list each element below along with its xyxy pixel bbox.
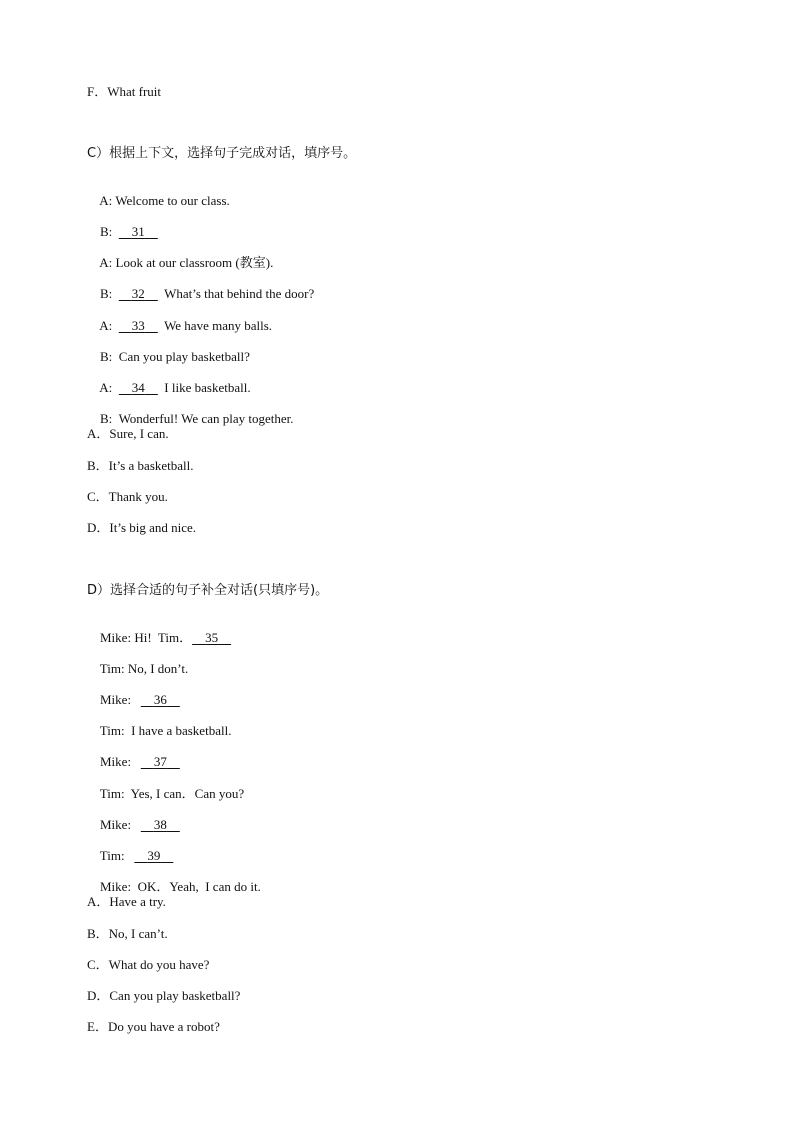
dialogue-text: Yes, I can．Can you? — [130, 786, 245, 801]
speaker-label: B: — [100, 286, 113, 301]
option-e: E．Do you have a robot? — [87, 1019, 220, 1034]
speaker-label: A: — [99, 380, 113, 395]
speaker-label: Mike: — [100, 754, 132, 769]
answer-blank[interactable] — [141, 692, 180, 708]
speaker-label: Mike: — [100, 692, 132, 707]
dialogue-text: I like basketball. — [164, 380, 251, 395]
speaker-label: B: — [100, 411, 113, 426]
blank-number: 38 — [153, 817, 167, 832]
speaker-label: Tim: — [99, 723, 125, 738]
answer-blank[interactable] — [141, 754, 180, 770]
option-f-what-fruit: F．What fruit — [87, 84, 162, 99]
answer-blank[interactable] — [119, 224, 158, 240]
dialogue-text: What’s that behind the door? — [164, 286, 315, 301]
dialogue-text: Can you play basketball? — [118, 349, 250, 364]
speaker-label: A: — [99, 193, 113, 208]
option-a: A．Have a try. — [87, 894, 166, 909]
blank-number: 33 — [131, 318, 145, 333]
option-c: C．Thank you. — [87, 489, 168, 504]
section-d-title: D）选择合适的句子补全对话(只填序号)。 — [87, 583, 329, 598]
option-b: B．It’s a basketball. — [87, 458, 194, 473]
section-c-title: C）根据上下文，选择句子完成对话，填序号。 — [87, 146, 357, 161]
speaker-label: Tim: — [99, 661, 125, 676]
dialogue-text: No, I don’t. — [127, 661, 189, 676]
speaker-label: Mike: — [100, 630, 132, 645]
blank-number: 37 — [153, 754, 167, 769]
answer-blank[interactable] — [141, 817, 180, 833]
option-a: A．Sure, I can. — [87, 426, 169, 441]
option-d: D．It’s big and nice. — [87, 520, 197, 535]
blank-number: 35 — [205, 630, 219, 645]
option-c: C．What do you have? — [87, 957, 210, 972]
speaker-label: B: — [100, 224, 113, 239]
blank-number: 36 — [153, 692, 167, 707]
dialogue-text: Wonderful! We can play together. — [118, 411, 294, 426]
blank-number: 32 — [131, 286, 145, 301]
speaker-label: B: — [100, 349, 113, 364]
speaker-label: Tim: — [99, 786, 125, 801]
speaker-label: A: — [99, 255, 113, 270]
option-b: B．No, I can’t. — [87, 926, 168, 941]
dialogue-text: OK．Yeah, I can do it. — [137, 879, 261, 894]
answer-blank[interactable] — [192, 630, 231, 646]
speaker-label: Mike: — [100, 817, 132, 832]
blank-number: 39 — [147, 848, 161, 863]
speaker-label: A: — [99, 318, 113, 333]
answer-blank[interactable] — [134, 848, 173, 864]
dialogue-text: Hi! Tim． — [134, 630, 193, 645]
speaker-label: Tim: — [99, 848, 125, 863]
blank-number: 31 — [131, 224, 145, 239]
speaker-label: Mike: — [100, 879, 132, 894]
blank-number: 34 — [131, 380, 145, 395]
answer-blank[interactable] — [119, 380, 158, 396]
option-d: D．Can you play basketball? — [87, 988, 241, 1003]
dialogue-text: I have a basketball. — [131, 723, 232, 738]
dialogue-text: Look at our classroom (教室). — [115, 255, 274, 270]
answer-blank[interactable] — [119, 286, 158, 302]
answer-blank[interactable] — [119, 318, 158, 334]
dialogue-text: We have many balls. — [164, 318, 273, 333]
dialogue-text: Welcome to our class. — [115, 193, 230, 208]
